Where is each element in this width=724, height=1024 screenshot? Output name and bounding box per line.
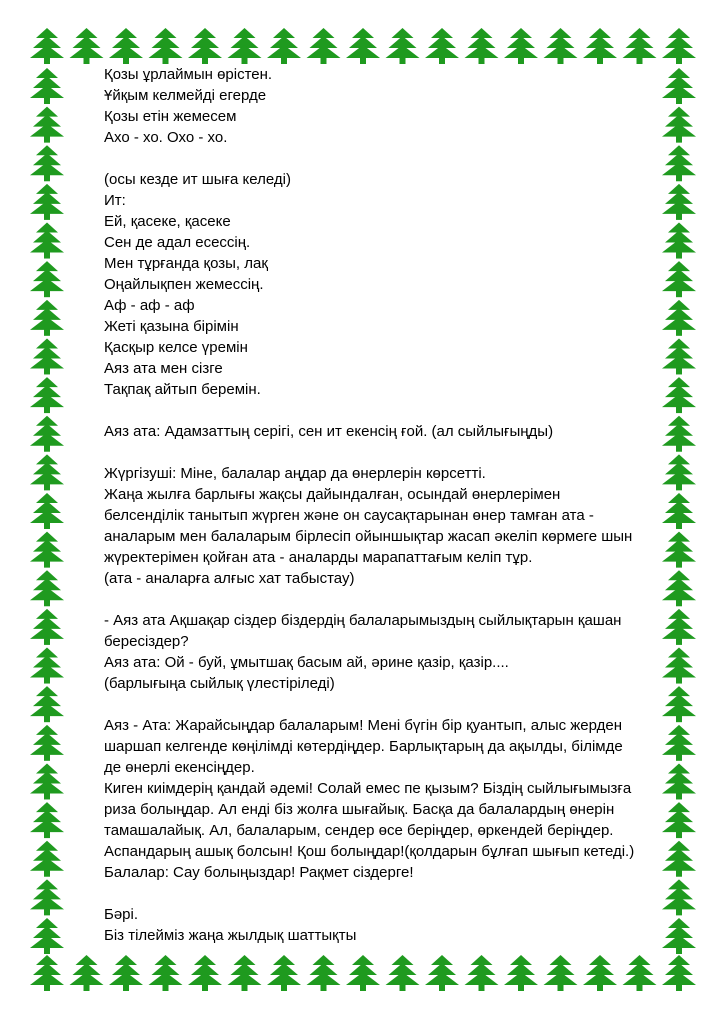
fir-tree-icon <box>30 223 64 259</box>
fir-tree-icon <box>623 955 657 991</box>
fir-tree-icon <box>30 725 64 761</box>
blank-line <box>104 883 664 904</box>
fir-tree-icon <box>662 879 696 915</box>
fir-tree-icon <box>425 955 459 991</box>
fir-tree-icon <box>544 28 578 64</box>
text-line: Аяз ата: Адамзаттың серігі, сен ит екенсің ғой. (ал сыйлығыңды) <box>104 423 554 440</box>
fir-tree-icon <box>662 338 696 374</box>
fir-tree-icon <box>30 570 64 606</box>
fir-tree-icon <box>307 28 341 64</box>
fir-tree-icon <box>386 28 420 64</box>
fir-tree-icon <box>30 454 64 490</box>
text-line: Ит: <box>104 192 126 209</box>
text-line: риза болыңдар. Ал енді біз жолға шығайық. Басқа да балалардың өнерін <box>104 801 615 818</box>
fir-tree-icon <box>30 841 64 877</box>
fir-tree-icon <box>662 416 696 452</box>
fir-tree-icon <box>662 300 696 336</box>
fir-tree-icon <box>662 532 696 568</box>
text-line: бересіздер? <box>104 633 189 650</box>
text-line: Қозы ұрлаймын өрістен. <box>104 66 273 83</box>
fir-tree-icon <box>386 955 420 991</box>
text-line: аналарым мен балаларым бірлесіп ойыншықтар жасап әкеліп көрмеге шын <box>104 528 633 545</box>
fir-tree-icon <box>30 377 64 413</box>
fir-tree-icon <box>30 493 64 529</box>
fir-tree-icon <box>70 28 104 64</box>
fir-tree-icon <box>188 955 222 991</box>
fir-tree-icon <box>109 955 143 991</box>
fir-tree-icon <box>346 955 380 991</box>
text-line: жүректерімен қойған ата - аналарды марапаттағым келіп тұр. <box>104 549 533 566</box>
text-line: де өнерлі екенсіңдер. <box>104 759 255 776</box>
text-line: Біз тілейміз жаңа жылдық шаттықты <box>104 927 357 944</box>
fir-tree-icon <box>30 184 64 220</box>
text-line: Бәрі. <box>104 906 139 923</box>
text-line: (ата - аналарға алғыс хат табыстау) <box>104 570 355 587</box>
fir-tree-icon <box>583 955 617 991</box>
fir-tree-icon <box>307 955 341 991</box>
text-line: Ей, қасеке, қасеке <box>104 213 231 230</box>
text-line: Сен де адал есессің. <box>104 234 251 251</box>
fir-tree-icon <box>662 28 696 64</box>
text-line: Ұйқым келмейді егерде <box>104 87 267 104</box>
text-line: Киген киімдерің қандай әдемі! Солай емес пе қызым? Біздің сыйлығымызға <box>104 780 632 797</box>
fir-tree-icon <box>109 28 143 64</box>
fir-tree-icon <box>504 28 538 64</box>
fir-tree-icon <box>662 493 696 529</box>
fir-tree-icon <box>30 802 64 838</box>
blank-line <box>104 148 664 169</box>
fir-tree-icon <box>30 532 64 568</box>
fir-tree-icon <box>30 300 64 336</box>
fir-tree-icon <box>70 955 104 991</box>
fir-tree-icon <box>662 648 696 684</box>
fir-tree-icon <box>30 609 64 645</box>
blank-line <box>104 442 664 463</box>
fir-tree-icon <box>504 955 538 991</box>
text-line: Ахо - хо. Охо - хо. <box>104 129 228 146</box>
fir-tree-icon <box>662 223 696 259</box>
fir-tree-icon <box>662 68 696 104</box>
fir-tree-icon <box>188 28 222 64</box>
fir-tree-icon <box>346 28 380 64</box>
fir-tree-icon <box>662 454 696 490</box>
fir-tree-icon <box>149 28 183 64</box>
text-line: Аяз - Ата: Жарайсыңдар балаларым! Мені бүгін бір қуантып, алыс жерден <box>104 717 623 734</box>
fir-tree-icon <box>425 28 459 64</box>
fir-tree-icon <box>465 955 499 991</box>
fir-tree-icon <box>583 28 617 64</box>
fir-tree-icon <box>30 648 64 684</box>
text-line: Аспандарың ашық болсын! Қош болыңдар!(қолдарын бұлғап шығып кетеді.) <box>104 843 635 860</box>
fir-tree-icon <box>228 28 262 64</box>
blank-line <box>104 589 664 610</box>
text-line: Қозы етін жемесем <box>104 108 237 125</box>
fir-tree-icon <box>30 955 64 991</box>
text-line: (осы кезде ит шыға келеді) <box>104 171 291 188</box>
fir-tree-icon <box>30 686 64 722</box>
fir-tree-icon <box>662 261 696 297</box>
text-line: Аяз ата: Ой - буй, ұмытшақ басым ай, әрине қазір, қазір.... <box>104 654 509 671</box>
fir-tree-icon <box>30 107 64 143</box>
text-line: Жеті қазына бірімін <box>104 318 239 335</box>
fir-tree-icon <box>662 145 696 181</box>
fir-tree-icon <box>267 955 301 991</box>
blank-line <box>104 400 664 421</box>
text-line: Қасқыр келсе үремін <box>104 339 248 356</box>
fir-tree-icon <box>30 68 64 104</box>
fir-tree-icon <box>662 609 696 645</box>
fir-tree-icon <box>662 763 696 799</box>
fir-tree-icon <box>30 879 64 915</box>
fir-tree-icon <box>662 918 696 954</box>
fir-tree-icon <box>662 107 696 143</box>
blank-line <box>104 694 664 715</box>
fir-tree-icon <box>30 261 64 297</box>
fir-tree-icon <box>662 686 696 722</box>
text-line: шаршап келгенде көңілімді көтердіңдер. Барлықтарың да ақылды, білімде <box>104 738 623 755</box>
fir-tree-icon <box>662 377 696 413</box>
text-line: Жаңа жылға барлығы жақсы дайындалған, осындай өнерлерімен <box>104 486 561 503</box>
text-line: Аф - аф - аф <box>104 297 195 314</box>
text-line: тамашалайық. Ал, балаларым, сендер өсе беріңдер, өркендей беріңдер. <box>104 822 614 839</box>
fir-tree-icon <box>30 338 64 374</box>
text-line: Балалар: Сау болыңыздар! Рақмет сіздерге! <box>104 864 414 881</box>
text-line: - Аяз ата Ақшақар сіздер біздердің балаларымыздың сыйлықтарын қашан <box>104 612 622 629</box>
fir-tree-icon <box>30 416 64 452</box>
fir-tree-icon <box>30 28 64 64</box>
fir-tree-icon <box>662 841 696 877</box>
fir-tree-icon <box>662 184 696 220</box>
text-line: Оңайлықпен жемессің. <box>104 276 264 293</box>
fir-tree-icon <box>662 570 696 606</box>
document-text <box>104 64 664 946</box>
fir-tree-icon <box>662 955 696 991</box>
fir-tree-icon <box>267 28 301 64</box>
text-line: белсенділік танытып жүрген және он саусақтарынан өнер тамған ата - <box>104 507 594 524</box>
text-line: (барлығыңа сыйлық үлестіріледі) <box>104 675 335 692</box>
text-line: Тақпақ айтып беремін. <box>104 381 261 398</box>
text-line: Аяз ата мен сізге <box>104 360 223 377</box>
fir-tree-icon <box>662 725 696 761</box>
fir-tree-icon <box>149 955 183 991</box>
text-line: Мен тұрғанда қозы, лақ <box>104 255 268 272</box>
fir-tree-icon <box>623 28 657 64</box>
fir-tree-icon <box>30 145 64 181</box>
fir-tree-icon <box>465 28 499 64</box>
fir-tree-icon <box>30 918 64 954</box>
fir-tree-icon <box>30 763 64 799</box>
text-line: Жүргізуші: Міне, балалар аңдар да өнерлерін көрсетті. <box>104 465 486 482</box>
fir-tree-icon <box>228 955 262 991</box>
fir-tree-icon <box>544 955 578 991</box>
fir-tree-icon <box>662 802 696 838</box>
